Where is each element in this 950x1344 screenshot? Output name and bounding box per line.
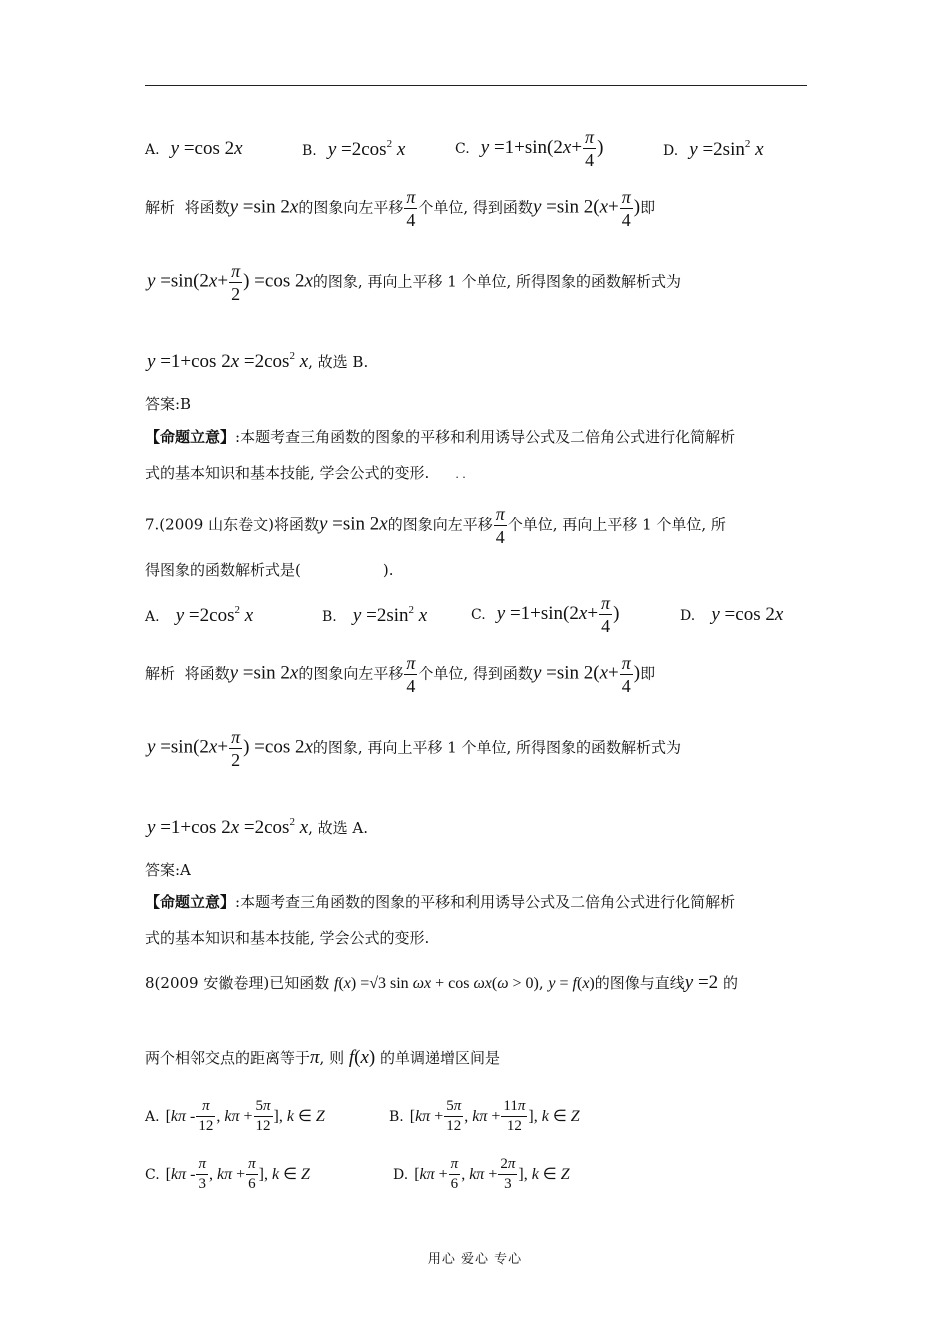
q7-option-b: B. $y =2\sin^2$ x: [322, 604, 428, 626]
option-label: A.: [145, 142, 160, 158]
q6-option-a: A. y =cos 2x: [145, 138, 243, 159]
option-label: C.: [455, 141, 470, 157]
q8-stem-line2: 两个相邻交点的距离等于π, 则 f(x) 的单调递增区间是: [145, 1047, 501, 1068]
q8-option-d: D. [kπ + $\frac{\pi}{6}$ , kπ + $\frac{2\pi}{3}$ ], k ∈ Z: [393, 1156, 570, 1192]
q6-answer: 答案:B: [145, 395, 192, 413]
page-footer: 用心 爱心 专心: [427, 1252, 523, 1267]
q6-analysis-line2: y =sin(2x+ $\frac{\pi}{2}$ ) =cos 2x的图象, 再向上平移 1 个单位, 所得图象的函数解析式为: [147, 261, 682, 304]
q8-option-a: A. [kπ - $\frac{\pi}{12}$ , kπ + $\frac{5\pi}{12}$ ], k ∈ Z: [145, 1098, 325, 1134]
q7-option-c: C. y =1+sin(2x+ $\frac{\pi}{4}$ ): [471, 593, 620, 636]
q7-option-a: A. $y =2\cos^2$ x: [145, 604, 254, 626]
q7-option-d: D. y =cos 2x: [680, 604, 784, 625]
option-label: D.: [663, 143, 679, 159]
q8-option-c: C. [kπ - $\frac{\pi}{3}$ , kπ + $\frac{\pi}{6}$ ], k ∈ Z: [145, 1156, 310, 1192]
q6-analysis-line1: 解析 将函数y =sin 2x的图象向左平移 $\frac{\pi}{4}$ 个单位, 得到函数y =sin 2(x+ $\frac{\pi}{4}$ )即: [145, 187, 656, 230]
q7-intent-line1: 【命题立意】:本题考查三角函数的图象的平移和利用诱导公式及二倍角公式进行化简解析: [145, 893, 736, 911]
q6-intent-line2: 式的基本知识和基本技能, 学会公式的变形. . .: [145, 464, 466, 482]
q6-option-b: B. $y =2\cos^2$ x: [302, 138, 406, 160]
q7-analysis-line3: y =1+cos $2x =2\cos^2$ x, 故选 A.: [147, 816, 369, 838]
q7-answer: 答案:A: [145, 861, 191, 879]
q7-stem-line2: 得图象的函数解析式是( ).: [145, 561, 394, 579]
q6-analysis-line3: y =1+cos $2x =2\cos^2$ x, 故选 B.: [147, 350, 369, 372]
q8-stem-line1: 8(2009 安徽卷理)已知函数 f(x) =√3 sin ωx + cos ωx(ω > 0), y = f(x)的图像与直线y =2 的: [145, 972, 738, 993]
q7-intent-line2: 式的基本知识和基本技能, 学会公式的变形.: [145, 929, 430, 947]
q7-stem-line1: 7.(2009 山东卷文)将函数y =sin 2x的图象向左平移 $\frac{\pi}{4}$ 个单位, 再向上平移 1 个单位, 所: [145, 504, 726, 547]
q6-option-d: D. $y =2\sin^2$ x: [663, 138, 764, 160]
q6-intent-line1: 【命题立意】:本题考查三角函数的图象的平移和利用诱导公式及二倍角公式进行化简解析: [145, 428, 736, 446]
q7-analysis-line2: y =sin(2x+ $\frac{\pi}{2}$ ) =cos 2x的图象, 再向上平移 1 个单位, 所得图象的函数解析式为: [147, 727, 682, 770]
q6-option-c: C. y =1+sin(2x+ $\frac{\pi}{4}$ ): [455, 127, 604, 170]
header-rule: [145, 85, 807, 86]
q7-analysis-line1: 解析 将函数y =sin 2x的图象向左平移 $\frac{\pi}{4}$ 个单位, 得到函数y =sin 2(x+ $\frac{\pi}{4}$ )即: [145, 653, 656, 696]
option-label: B.: [302, 143, 317, 159]
q8-option-b: B. [kπ + $\frac{5\pi}{12}$ , kπ + $\frac{11\pi}{12}$ ], k ∈ Z: [389, 1098, 580, 1134]
